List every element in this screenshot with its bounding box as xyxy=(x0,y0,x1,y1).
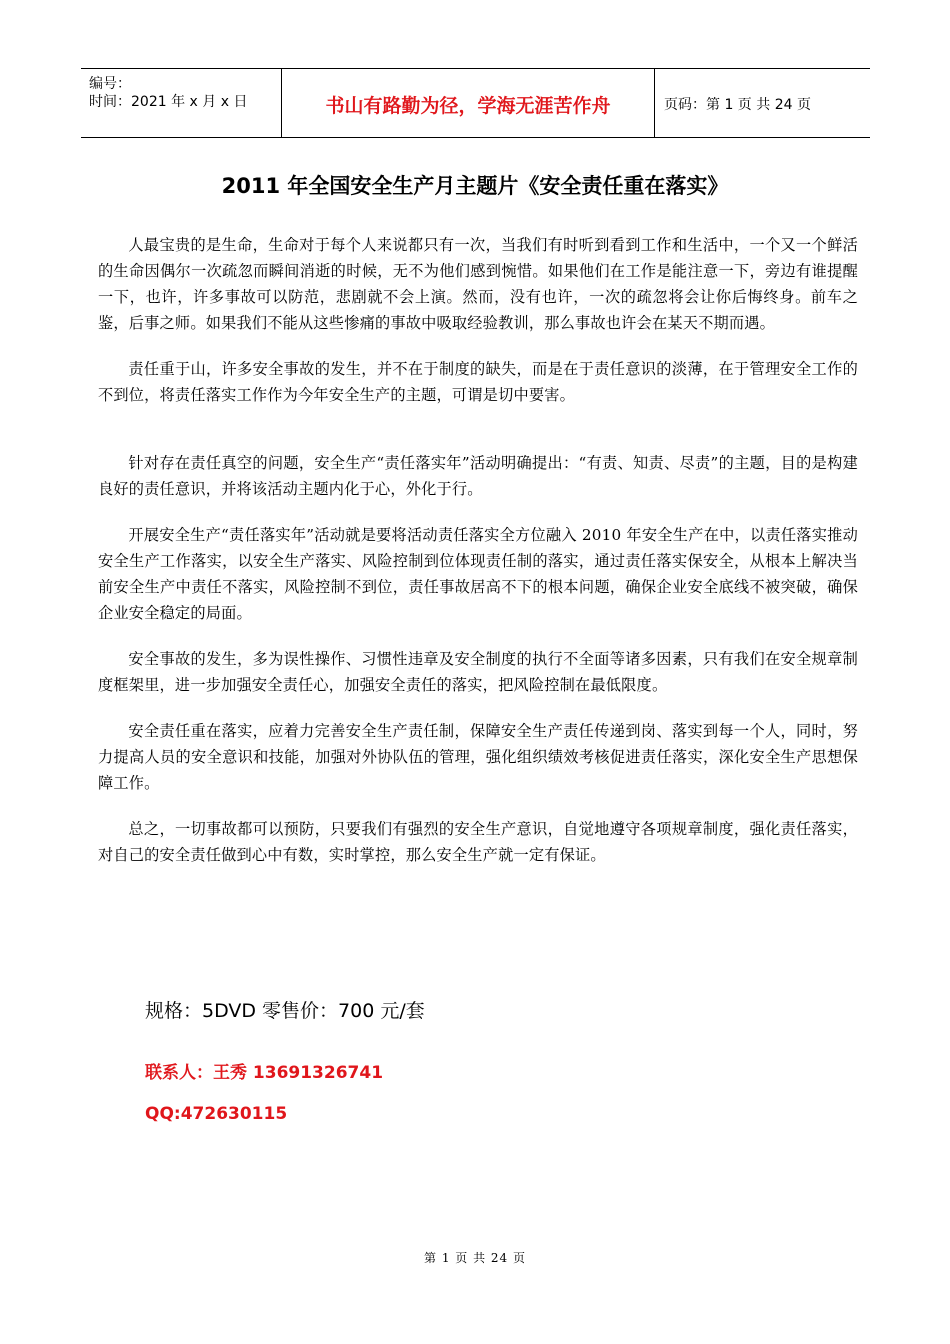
page-footer: 第 1 页 共 24 页 xyxy=(424,1251,526,1265)
header-meta-cell xyxy=(81,69,281,137)
paragraph-3: 针对存在责任真空的问题，安全生产“责任落实年”活动明确提出：“有责、知责、尽责”的主题，目的是构建良好的责任意识，并将该活动主题内化于心，外化于行。 xyxy=(98,454,858,498)
contact-qq: QQ:472630115 xyxy=(145,1104,288,1124)
product-spec: 规格：5DVD 零售价：700 元/套 xyxy=(145,1000,425,1022)
document-body xyxy=(98,232,858,888)
paragraph-7: 总之，一切事故都可以预防，只要我们有强烈的安全生产意识，自觉地遵守各项规章制度，强化责任落实，对自己的安全责任做到心中有数，实时掌控，那么安全生产就一定有保证。 xyxy=(98,820,858,864)
number-label: 编号： xyxy=(89,76,131,92)
page-header xyxy=(81,68,870,138)
header-page-cell xyxy=(654,69,870,137)
paragraph-1: 人最宝贵的是生命，生命对于每个人来说都只有一次，当我们有时听到看到工作和生活中，一个又一个鲜活的生命因偶尔一次疏忽而瞬间消逝的时候，无不为他们感到惋惜。如果他们在工作是能注意一下，旁边有谁提醒一下，也许，许多事故可以防范，悲剧就不会上演。然而，没有也许，一次的疏忽将会让你后悔终身。前车之鉴，后事之师。如果我们不能从这些惨痛的事故中吸取经验教训，那么事故也许会在某天不期而遇。 xyxy=(98,236,858,332)
motto: 书山有路勤为径，学海无涯苦作舟 xyxy=(325,95,611,117)
document-title: 2011 年全国安全生产月主题片《安全责任重在落实》 xyxy=(221,174,729,198)
contact-person: 联系人：王秀 13691326741 xyxy=(145,1063,384,1083)
paragraph-2: 责任重于山，许多安全事故的发生，并不在于制度的缺失，而是在于责任意识的淡薄，在于管理安全工作的不到位，将责任落实工作作为今年安全生产的主题，可谓是切中要害。 xyxy=(98,360,858,404)
paragraph-5: 安全事故的发生，多为误性操作、习惯性违章及安全制度的执行不全面等诸多因素，只有我们在安全规章制度框架里，进一步加强安全责任心，加强安全责任的落实，把风险控制在最低限度。 xyxy=(98,650,858,694)
page-info: 页码：第 1 页 共 24 页 xyxy=(664,97,811,113)
time-label: 时间：2021 年 x 月 x 日 xyxy=(89,94,248,110)
paragraph-6: 安全责任重在落实，应着力完善安全生产责任制，保障安全生产责任传递到岗、落实到每一个人，同时，努力提高人员的安全意识和技能，加强对外协队伍的管理，强化组织绩效考核促进责任落实，深化安全生产思想保障工作。 xyxy=(98,722,858,792)
paragraph-4: 开展安全生产“责任落实年”活动就是要将活动责任落实全方位融入 2010 年安全生产在中，以责任落实推动安全生产工作落实，以安全生产落实、风险控制到位体现责任制的落实，通过责任落实保安全，从根本上解决当前安全生产中责任不落实，风险控制不到位，责任事故居高不下的根本问题，确保企业安全底线不被突破，确保企业安全稳定的局面。 xyxy=(98,526,858,622)
header-motto-cell xyxy=(281,69,655,137)
